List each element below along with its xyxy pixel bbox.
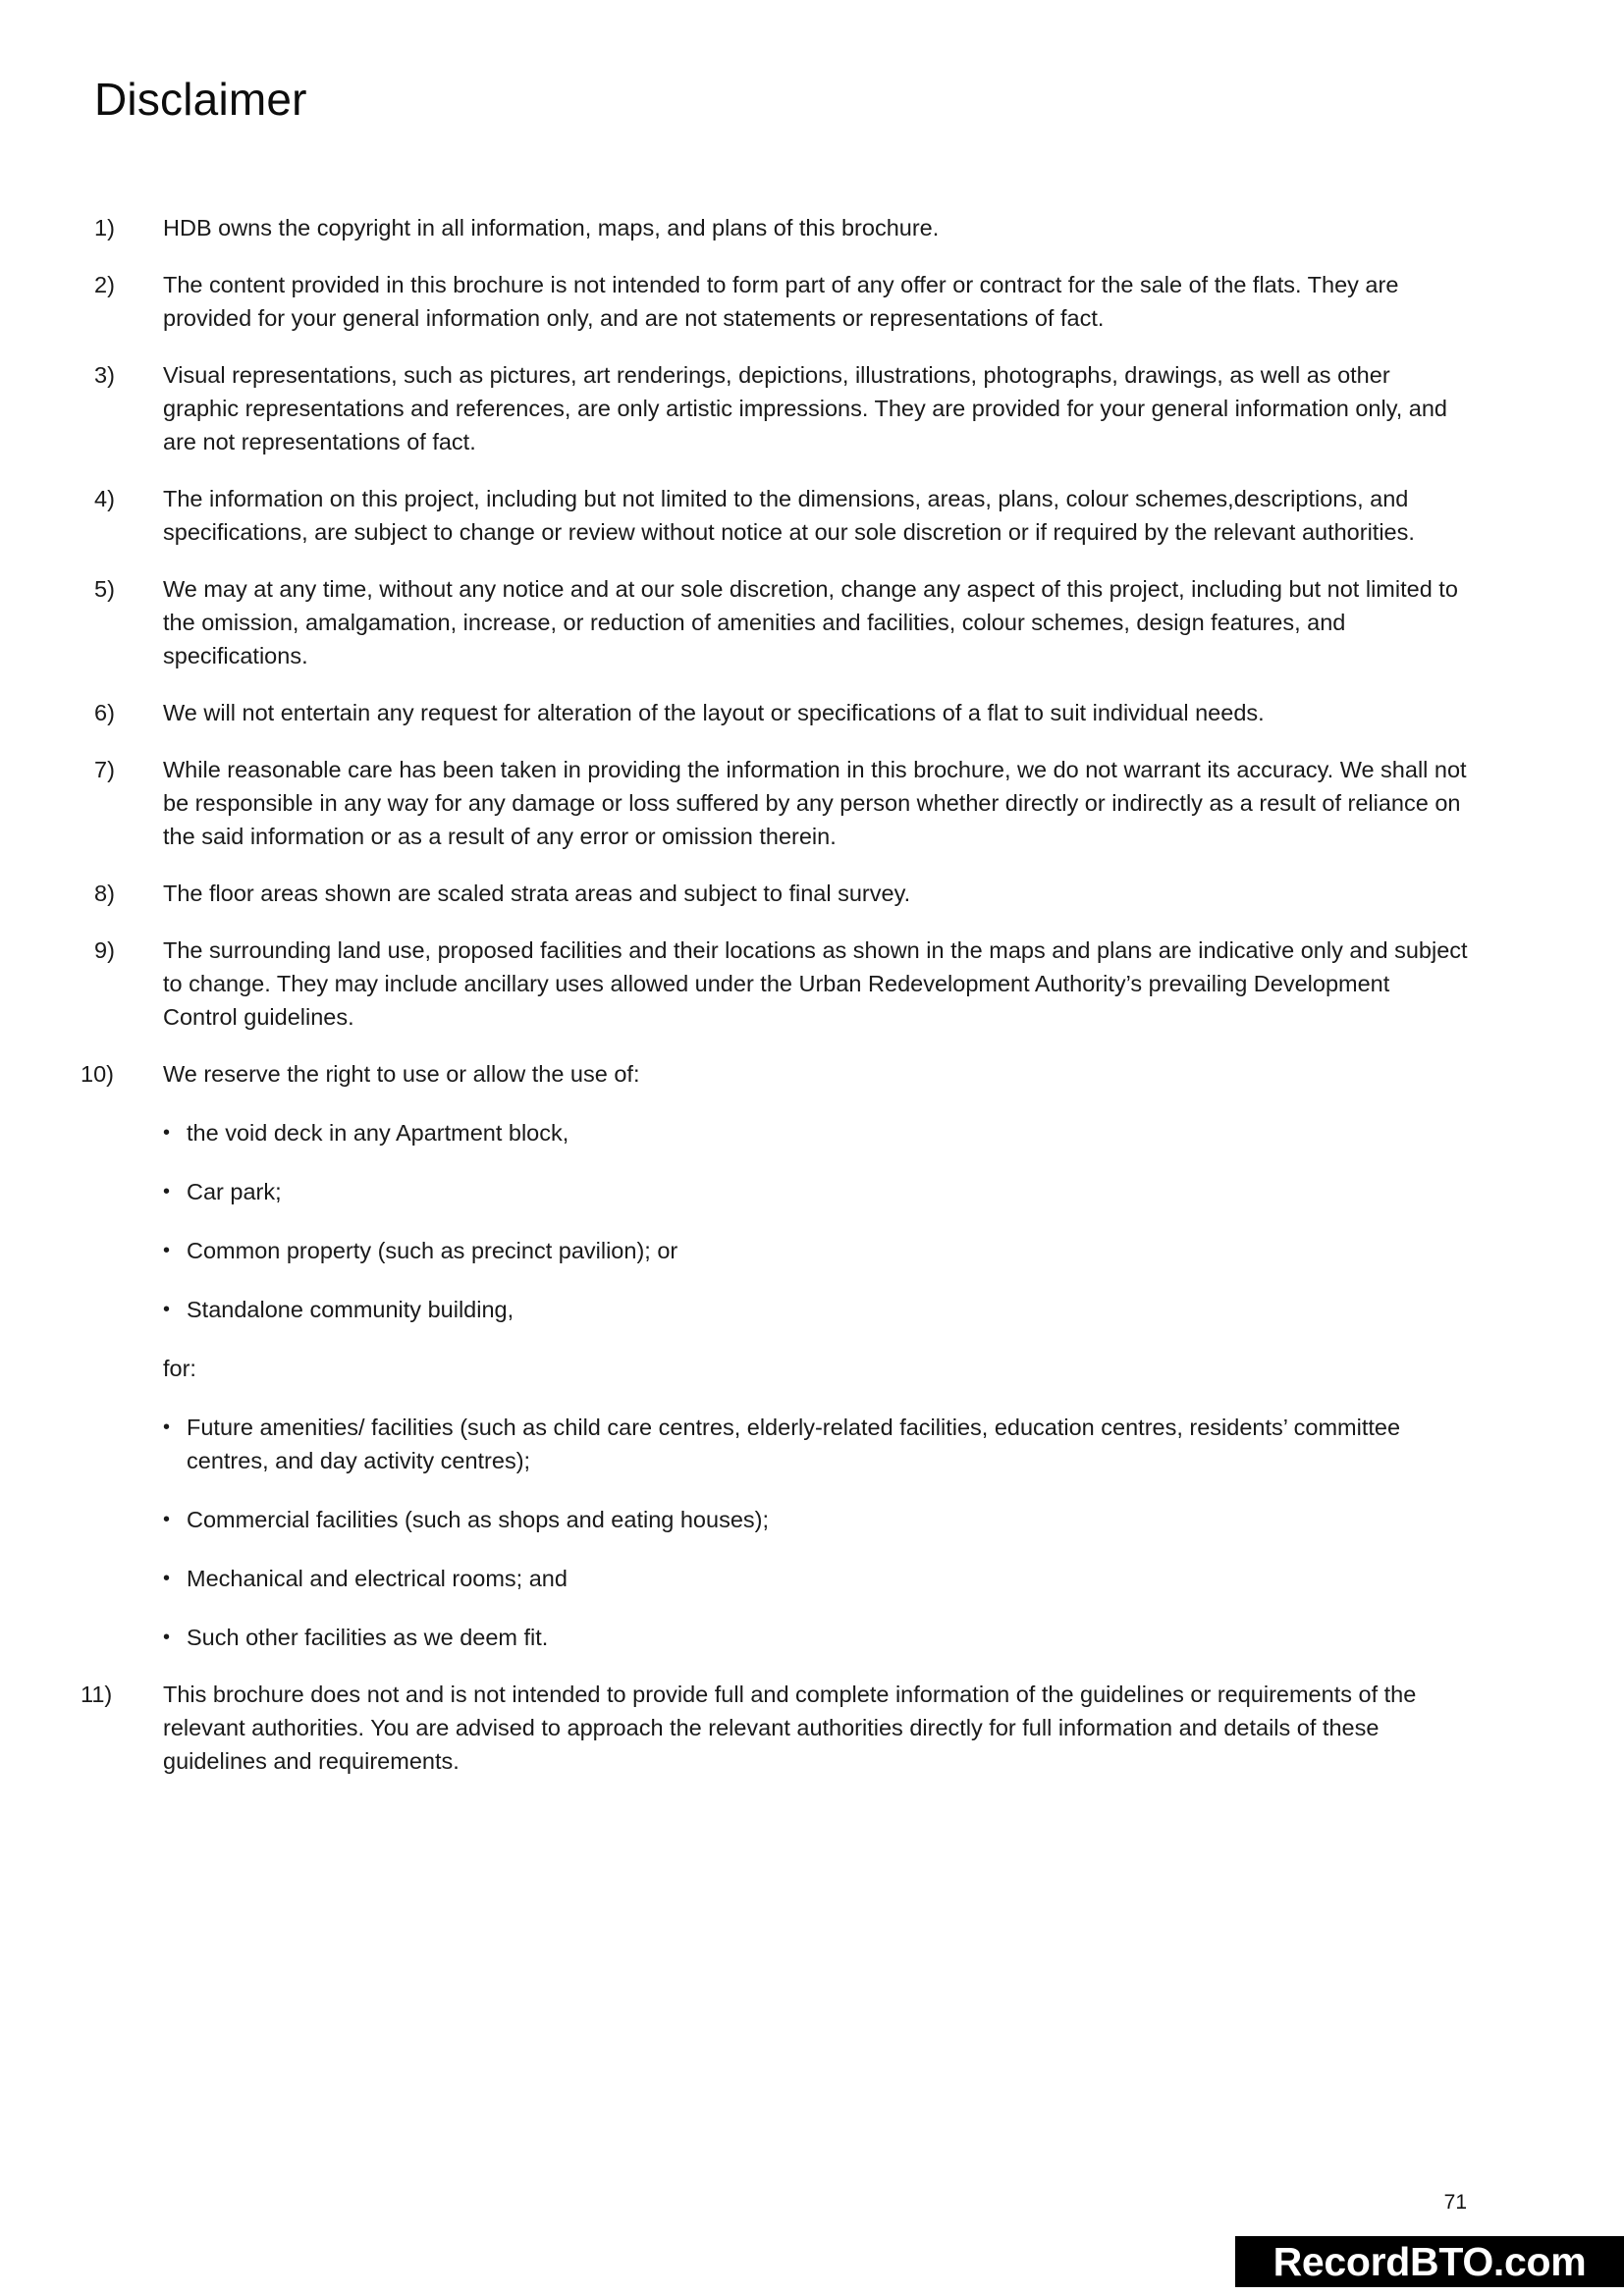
clause-paragraph: The information on this project, including but not limited to the dimensions, areas, plans, colour schemes,descriptions, and specifications, are subject to change or review without notice at our sole discretion or if required by the relevant authorities. — [163, 486, 1415, 545]
clause-item-6 — [94, 696, 1469, 729]
sub-bullet-list-first — [163, 1116, 1469, 1326]
clause-text — [163, 268, 1469, 335]
clause-item-7 — [94, 753, 1469, 853]
clause-item-1 — [94, 211, 1469, 244]
disclaimer-clause-list — [81, 211, 1469, 1801]
clause-paragraph: The floor areas shown are scaled strata areas and subject to final survey. — [163, 881, 911, 906]
clause-text — [163, 877, 1469, 910]
list-item-label: Mechanical and electrical rooms; and — [187, 1566, 568, 1591]
list-item-label: the void deck in any Apartment block, — [187, 1120, 569, 1146]
clause-text — [163, 572, 1469, 672]
clause-paragraph: We may at any time, without any notice and at our sole discretion, change any aspect of this project, including but not limited to the omission, amalgamation, increase, or reduction of amenities and facilities, colour schemes, design features, and specifications. — [163, 576, 1458, 668]
clause-number: 2) — [94, 272, 115, 297]
clause-text — [163, 358, 1469, 458]
clause-item-4 — [94, 482, 1469, 549]
list-item — [163, 1411, 1469, 1477]
clause-item-8 — [94, 877, 1469, 910]
clause-text — [163, 482, 1469, 549]
clause-item-3 — [94, 358, 1469, 458]
clause-item-9 — [94, 934, 1469, 1034]
page-number: 71 — [1443, 2191, 1467, 2214]
list-item — [163, 1621, 1469, 1654]
list-item-label: Common property (such as precinct pavilion); or — [187, 1238, 678, 1263]
list-item — [163, 1562, 1469, 1595]
list-item — [163, 1116, 1469, 1149]
list-item — [163, 1503, 1469, 1536]
bullet-icon: • — [163, 1122, 171, 1144]
list-item-label: Commercial facilities (such as shops and eating houses); — [187, 1507, 769, 1532]
clause-text — [163, 753, 1469, 853]
page-title: Disclaimer — [94, 74, 307, 125]
clause-paragraph: While reasonable care has been taken in providing the information in this brochure, we do not warrant its accuracy. We shall not be responsible in any way for any damage or loss suffered by any person whether directly or indirectly as a result of reliance on the said information or as a result of any error or omission therein. — [163, 757, 1467, 849]
clause-item-11 — [81, 1678, 1469, 1778]
bullet-icon: • — [163, 1627, 171, 1648]
clause-number: 11) — [81, 1682, 113, 1707]
clause-number: 8) — [94, 881, 115, 906]
clause-paragraph: The surrounding land use, proposed facilities and their locations as shown in the maps and plans are indicative only and subject to change. They may include ancillary uses allowed under the Urban Redevelopment Authority’s prevailing Development Control guidelines. — [163, 937, 1468, 1030]
clause-number: 9) — [94, 937, 115, 963]
sub-bullet-list-second — [163, 1411, 1469, 1654]
clause-number: 7) — [94, 757, 115, 782]
clause-text — [163, 211, 1469, 244]
clause-text — [163, 1678, 1469, 1778]
bullet-icon: • — [163, 1181, 171, 1202]
bullet-icon: • — [163, 1509, 171, 1530]
clause-item-2 — [94, 268, 1469, 335]
watermark-label: RecordBTO.com — [1272, 2238, 1587, 2284]
list-item — [163, 1293, 1469, 1326]
clause-number: 5) — [94, 576, 115, 602]
clause-text — [163, 696, 1469, 729]
bullet-icon: • — [163, 1240, 171, 1261]
clause-text — [163, 934, 1469, 1034]
sub-list-intro: for: — [163, 1356, 196, 1381]
list-item-label: Car park; — [187, 1179, 282, 1204]
clause-paragraph: The content provided in this brochure is not intended to form part of any offer or contract for the sale of the flats. They are provided for your general information only, and are not statements or representations of fact. — [163, 272, 1399, 331]
clause-paragraph: HDB owns the copyright in all information, maps, and plans of this brochure. — [163, 215, 940, 240]
clause-item-5 — [94, 572, 1469, 672]
clause-paragraph: We will not entertain any request for alteration of the layout or specifications of a flat to suit individual needs. — [163, 700, 1265, 725]
clause-item-10 — [81, 1057, 1469, 1654]
clause-number: 10) — [81, 1061, 114, 1087]
list-item-label: Such other facilities as we deem fit. — [187, 1625, 549, 1650]
bullet-icon: • — [163, 1416, 171, 1438]
bullet-icon: • — [163, 1299, 171, 1320]
watermark-banner — [1235, 2236, 1624, 2287]
list-item-label: Standalone community building, — [187, 1297, 514, 1322]
clause-number: 4) — [94, 486, 115, 511]
clause-number: 1) — [94, 215, 115, 240]
list-item — [163, 1234, 1469, 1267]
clause-number: 3) — [94, 362, 115, 388]
clause-number: 6) — [94, 700, 115, 725]
bullet-icon: • — [163, 1568, 171, 1589]
clause-paragraph: This brochure does not and is not intended to provide full and complete information of the guidelines or requirements of the relevant authorities. You are advised to approach the relevant authorities directly for full information and details of these guidelines and requirements. — [163, 1682, 1417, 1774]
list-item — [163, 1175, 1469, 1208]
clause-text — [163, 1057, 1469, 1654]
clause-paragraph: Visual representations, such as pictures, art renderings, depictions, illustrations, photographs, drawings, as well as other graphic representations and references, are only artistic impressions. They are provided for your general information only, and are not representations of fact. — [163, 362, 1447, 454]
list-item-label: Future amenities/ facilities (such as child care centres, elderly-related facilities, education centres, residents’ committee centres, and day activity centres); — [187, 1415, 1401, 1473]
clause-paragraph: We reserve the right to use or allow the use of: — [163, 1061, 640, 1087]
